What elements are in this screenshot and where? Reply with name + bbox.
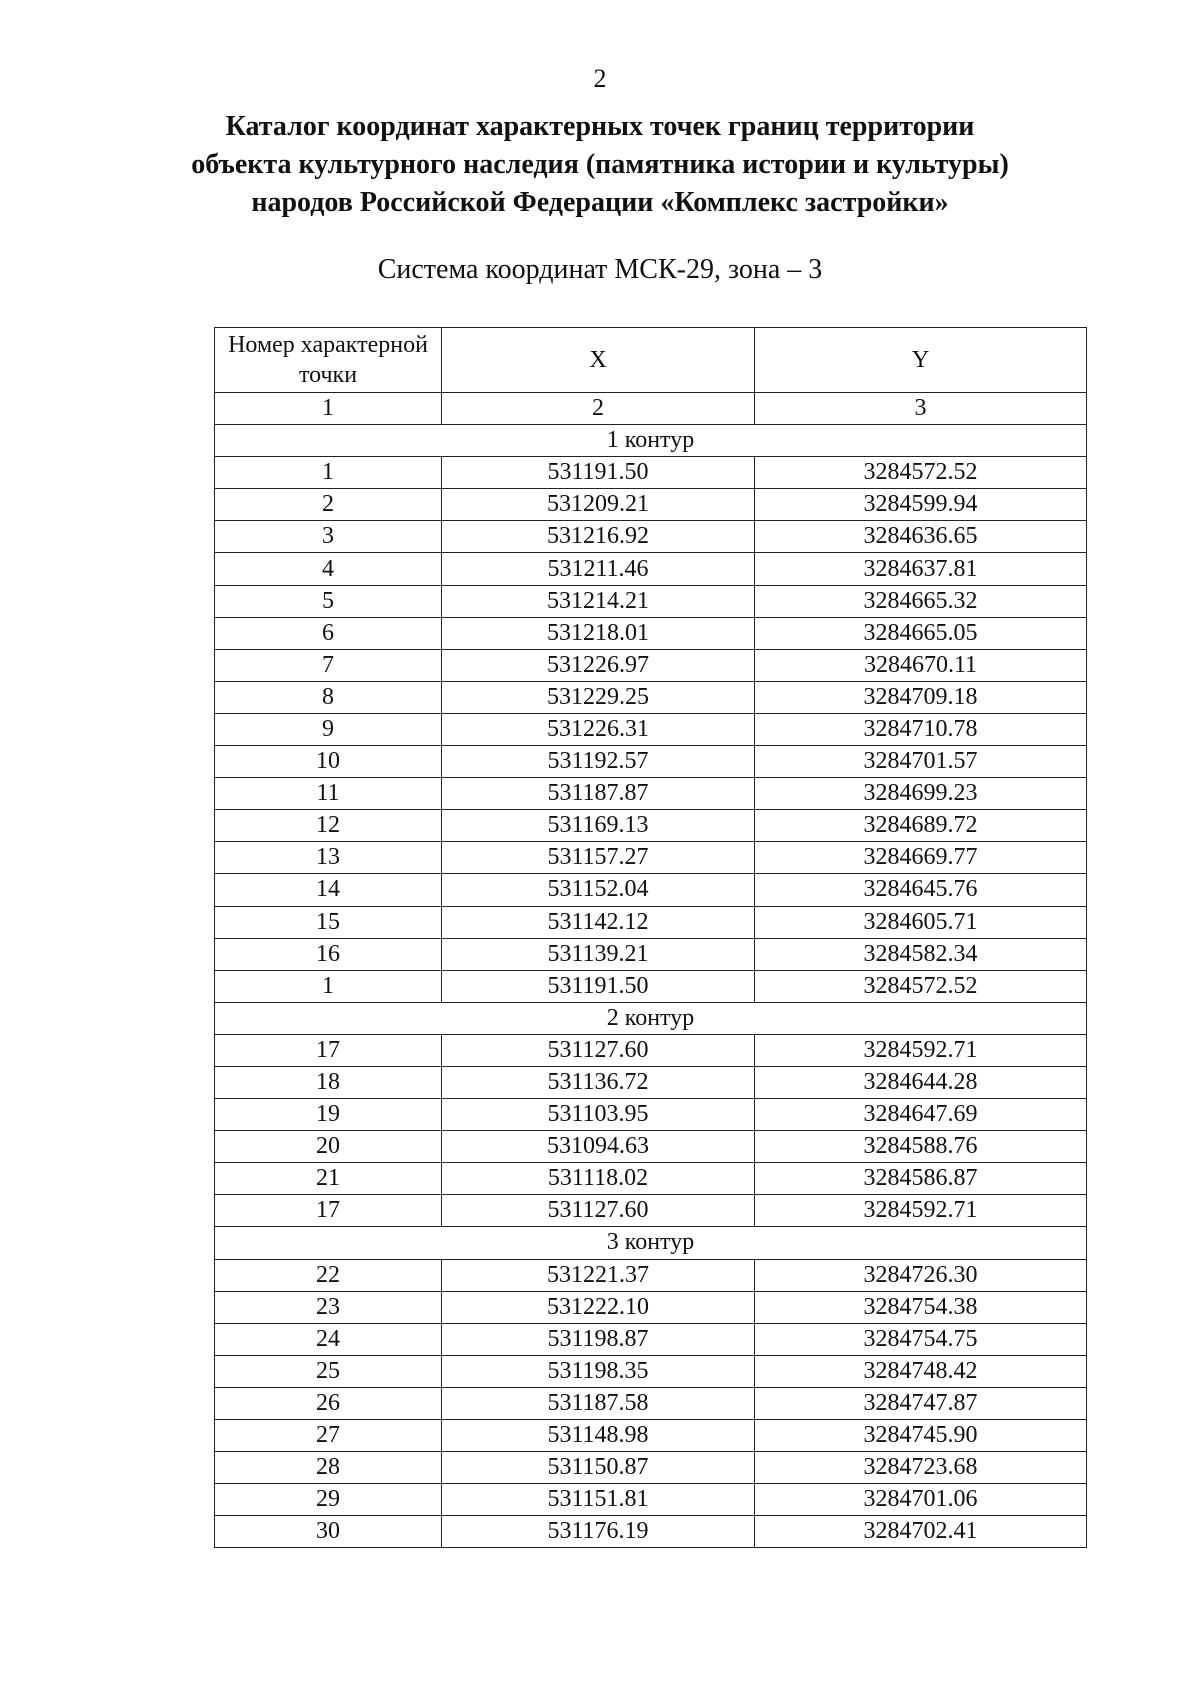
x-coordinate-cell: 531118.02 <box>442 1163 755 1195</box>
table-body <box>215 425 1087 1548</box>
header-y: Y <box>755 328 1087 393</box>
y-coordinate-cell: 3284745.90 <box>755 1420 1087 1452</box>
x-coordinate-cell: 531192.57 <box>442 746 755 778</box>
table-row <box>215 970 1087 1002</box>
table-row <box>215 1034 1087 1066</box>
point-number-cell: 9 <box>215 713 442 745</box>
column-number-row <box>215 393 1087 425</box>
header-point-number: Номер характерной точки <box>215 328 442 393</box>
table-row <box>215 521 1087 553</box>
contour-header-row <box>215 425 1087 457</box>
y-coordinate-cell: 3284582.34 <box>755 938 1087 970</box>
table-row <box>215 1066 1087 1098</box>
table-row <box>215 1323 1087 1355</box>
y-coordinate-cell: 3284748.42 <box>755 1355 1087 1387</box>
y-coordinate-cell: 3284754.75 <box>755 1323 1087 1355</box>
point-number-cell: 19 <box>215 1099 442 1131</box>
point-number-cell: 27 <box>215 1420 442 1452</box>
y-coordinate-cell: 3284592.71 <box>755 1034 1087 1066</box>
x-coordinate-cell: 531187.87 <box>442 778 755 810</box>
point-number-cell: 1 <box>215 970 442 1002</box>
x-coordinate-cell: 531094.63 <box>442 1131 755 1163</box>
y-coordinate-cell: 3284670.11 <box>755 649 1087 681</box>
x-coordinate-cell: 531222.10 <box>442 1291 755 1323</box>
x-coordinate-cell: 531139.21 <box>442 938 755 970</box>
table-row <box>215 457 1087 489</box>
point-number-cell: 10 <box>215 746 442 778</box>
point-number-cell: 30 <box>215 1516 442 1548</box>
point-number-cell: 7 <box>215 649 442 681</box>
contour-label: 3 контур <box>215 1227 1087 1259</box>
y-coordinate-cell: 3284723.68 <box>755 1452 1087 1484</box>
y-coordinate-cell: 3284645.76 <box>755 874 1087 906</box>
point-number-cell: 15 <box>215 906 442 938</box>
y-coordinate-cell: 3284701.06 <box>755 1484 1087 1516</box>
table-row <box>215 1099 1087 1131</box>
point-number-cell: 14 <box>215 874 442 906</box>
y-coordinate-cell: 3284689.72 <box>755 810 1087 842</box>
x-coordinate-cell: 531214.21 <box>442 585 755 617</box>
y-coordinate-cell: 3284605.71 <box>755 906 1087 938</box>
table-row <box>215 1452 1087 1484</box>
table-row <box>215 1195 1087 1227</box>
point-number-cell: 8 <box>215 681 442 713</box>
x-coordinate-cell: 531198.87 <box>442 1323 755 1355</box>
x-coordinate-cell: 531198.35 <box>442 1355 755 1387</box>
y-coordinate-cell: 3284636.65 <box>755 521 1087 553</box>
point-number-cell: 18 <box>215 1066 442 1098</box>
title-line: народов Российской Федерации «Комплекс застройки» <box>251 187 949 218</box>
x-coordinate-cell: 531136.72 <box>442 1066 755 1098</box>
table-row <box>215 842 1087 874</box>
point-number-cell: 4 <box>215 553 442 585</box>
x-coordinate-cell: 531151.81 <box>442 1484 755 1516</box>
point-number-cell: 12 <box>215 810 442 842</box>
x-coordinate-cell: 531229.25 <box>442 681 755 713</box>
x-coordinate-cell: 531191.50 <box>442 457 755 489</box>
table-row <box>215 1259 1087 1291</box>
y-coordinate-cell: 3284592.71 <box>755 1195 1087 1227</box>
table-row <box>215 1131 1087 1163</box>
table-row <box>215 746 1087 778</box>
point-number-cell: 6 <box>215 617 442 649</box>
y-coordinate-cell: 3284572.52 <box>755 970 1087 1002</box>
y-coordinate-cell: 3284726.30 <box>755 1259 1087 1291</box>
point-number-cell: 22 <box>215 1259 442 1291</box>
header-row <box>215 328 1087 393</box>
y-coordinate-cell: 3284665.05 <box>755 617 1087 649</box>
y-coordinate-cell: 3284709.18 <box>755 681 1087 713</box>
x-coordinate-cell: 531148.98 <box>442 1420 755 1452</box>
contour-label: 2 контур <box>215 1002 1087 1034</box>
table-row <box>215 649 1087 681</box>
contour-header-row <box>215 1002 1087 1034</box>
point-number-cell: 25 <box>215 1355 442 1387</box>
point-number-cell: 29 <box>215 1484 442 1516</box>
point-number-cell: 1 <box>215 457 442 489</box>
point-number-cell: 3 <box>215 521 442 553</box>
contour-label: 1 контур <box>215 425 1087 457</box>
title-line: объекта культурного наследия (памятника истории и культуры) <box>191 149 1009 180</box>
contour-header-row <box>215 1227 1087 1259</box>
table-row <box>215 489 1087 521</box>
y-coordinate-cell: 3284665.32 <box>755 585 1087 617</box>
point-number-cell: 13 <box>215 842 442 874</box>
column-number: 1 <box>215 393 442 425</box>
point-number-cell: 17 <box>215 1034 442 1066</box>
y-coordinate-cell: 3284588.76 <box>755 1131 1087 1163</box>
page-number: 2 <box>593 64 607 93</box>
table-row <box>215 1291 1087 1323</box>
table-row <box>215 1420 1087 1452</box>
title-line: Каталог координат характерных точек границ территории <box>225 111 975 142</box>
table-row <box>215 810 1087 842</box>
point-number-cell: 28 <box>215 1452 442 1484</box>
table-row <box>215 553 1087 585</box>
x-coordinate-cell: 531187.58 <box>442 1387 755 1419</box>
table-row <box>215 778 1087 810</box>
y-coordinate-cell: 3284572.52 <box>755 457 1087 489</box>
coordinates-table <box>214 327 1087 1548</box>
y-coordinate-cell: 3284644.28 <box>755 1066 1087 1098</box>
coordinate-system-subtitle: Система координат МСК-29, зона – 3 <box>377 254 823 285</box>
table-row <box>215 874 1087 906</box>
x-coordinate-cell: 531216.92 <box>442 521 755 553</box>
y-coordinate-cell: 3284637.81 <box>755 553 1087 585</box>
x-coordinate-cell: 531176.19 <box>442 1516 755 1548</box>
y-coordinate-cell: 3284710.78 <box>755 713 1087 745</box>
point-number-cell: 20 <box>215 1131 442 1163</box>
x-coordinate-cell: 531157.27 <box>442 842 755 874</box>
table-row <box>215 681 1087 713</box>
y-coordinate-cell: 3284747.87 <box>755 1387 1087 1419</box>
table-row <box>215 938 1087 970</box>
point-number-cell: 21 <box>215 1163 442 1195</box>
x-coordinate-cell: 531127.60 <box>442 1195 755 1227</box>
x-coordinate-cell: 531191.50 <box>442 970 755 1002</box>
x-coordinate-cell: 531152.04 <box>442 874 755 906</box>
y-coordinate-cell: 3284702.41 <box>755 1516 1087 1548</box>
table-row <box>215 585 1087 617</box>
point-number-cell: 17 <box>215 1195 442 1227</box>
y-coordinate-cell: 3284754.38 <box>755 1291 1087 1323</box>
column-number: 2 <box>442 393 755 425</box>
x-coordinate-cell: 531142.12 <box>442 906 755 938</box>
point-number-cell: 5 <box>215 585 442 617</box>
table-row <box>215 713 1087 745</box>
x-coordinate-cell: 531226.31 <box>442 713 755 745</box>
document-title <box>100 108 1100 222</box>
x-coordinate-cell: 531218.01 <box>442 617 755 649</box>
header-x: X <box>442 328 755 393</box>
x-coordinate-cell: 531103.95 <box>442 1099 755 1131</box>
x-coordinate-cell: 531169.13 <box>442 810 755 842</box>
y-coordinate-cell: 3284586.87 <box>755 1163 1087 1195</box>
table-row <box>215 1163 1087 1195</box>
x-coordinate-cell: 531211.46 <box>442 553 755 585</box>
x-coordinate-cell: 531127.60 <box>442 1034 755 1066</box>
x-coordinate-cell: 531150.87 <box>442 1452 755 1484</box>
point-number-cell: 16 <box>215 938 442 970</box>
y-coordinate-cell: 3284699.23 <box>755 778 1087 810</box>
table-row <box>215 1387 1087 1419</box>
y-coordinate-cell: 3284701.57 <box>755 746 1087 778</box>
column-number: 3 <box>755 393 1087 425</box>
table-row <box>215 1484 1087 1516</box>
table-row <box>215 617 1087 649</box>
y-coordinate-cell: 3284669.77 <box>755 842 1087 874</box>
point-number-cell: 24 <box>215 1323 442 1355</box>
table-row <box>215 1516 1087 1548</box>
point-number-cell: 11 <box>215 778 442 810</box>
x-coordinate-cell: 531226.97 <box>442 649 755 681</box>
x-coordinate-cell: 531221.37 <box>442 1259 755 1291</box>
y-coordinate-cell: 3284647.69 <box>755 1099 1087 1131</box>
point-number-cell: 23 <box>215 1291 442 1323</box>
point-number-cell: 26 <box>215 1387 442 1419</box>
table-row <box>215 906 1087 938</box>
x-coordinate-cell: 531209.21 <box>442 489 755 521</box>
y-coordinate-cell: 3284599.94 <box>755 489 1087 521</box>
point-number-cell: 2 <box>215 489 442 521</box>
table-row <box>215 1355 1087 1387</box>
